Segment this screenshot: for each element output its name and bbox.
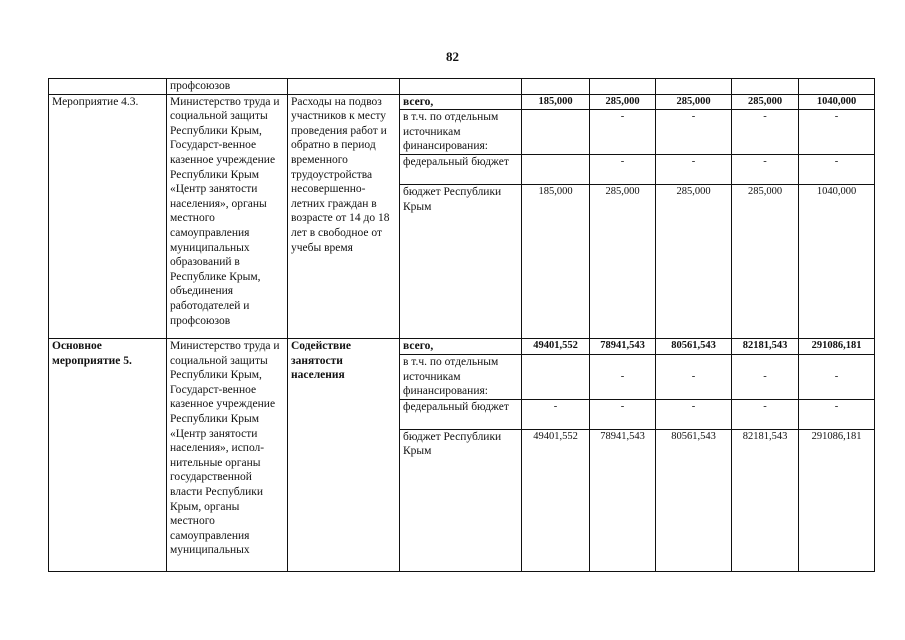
value-cell: 291086,181 <box>799 338 875 354</box>
source-label: всего, <box>400 338 522 354</box>
value-cell <box>522 79 590 95</box>
value-cell <box>732 79 799 95</box>
measure-cell <box>49 79 167 95</box>
value-cell: - <box>732 399 799 429</box>
description-cell: Содействие занятости населения <box>288 338 400 571</box>
description-cell <box>288 79 400 95</box>
value-cell: 285,000 <box>590 94 656 110</box>
source-label: бюджет Республики Крым <box>400 184 522 338</box>
source-label: всего, <box>400 94 522 110</box>
executor-cell: Министерство труда и социальной защиты Республики Крым, Государст-венное казенное учреждение Республики Крым «Центр занятости населения», органы местного самоуправления муниципальных образований в Республике Крым, объединения работодателей и профсоюзов <box>167 94 288 338</box>
description-cell: Расходы на подвоз участников к месту проведения работ и обратно в период временного трудоустройства несовершенно-летних граждан в возрасте от 14 до 18 лет в свободное от учебы время <box>288 94 400 338</box>
value-cell: 285,000 <box>656 94 732 110</box>
value-cell: 185,000 <box>522 184 590 338</box>
value-cell: 49401,552 <box>522 429 590 571</box>
value-cell: 49401,552 <box>522 338 590 354</box>
value-cell: 82181,543 <box>732 338 799 354</box>
value-cell: 285,000 <box>732 184 799 338</box>
value-cell: 285,000 <box>590 184 656 338</box>
value-cell: - <box>799 354 875 399</box>
value-cell: - <box>799 154 875 184</box>
value-cell: - <box>732 154 799 184</box>
source-label: бюджет Республики Крым <box>400 429 522 571</box>
source-cell <box>400 79 522 95</box>
value-cell: 82181,543 <box>732 429 799 571</box>
source-label: в т.ч. по отдельным источникам финансирования: <box>400 110 522 155</box>
value-cell: - <box>590 354 656 399</box>
table-row <box>49 94 875 110</box>
value-cell <box>522 154 590 184</box>
source-label: федеральный бюджет <box>400 399 522 429</box>
measure-cell: Основное мероприятие 5. <box>49 338 167 571</box>
value-cell <box>522 110 590 155</box>
page-number: 82 <box>446 49 459 64</box>
value-cell <box>522 354 590 399</box>
value-cell: 78941,543 <box>590 338 656 354</box>
value-cell: - <box>799 399 875 429</box>
value-cell: 285,000 <box>732 94 799 110</box>
value-cell: 78941,543 <box>590 429 656 571</box>
value-cell: - <box>522 399 590 429</box>
value-cell: - <box>590 154 656 184</box>
value-cell: - <box>590 399 656 429</box>
value-cell: - <box>732 110 799 155</box>
executor-cell: профсоюзов <box>167 79 288 95</box>
source-label: федеральный бюджет <box>400 154 522 184</box>
value-cell: 1040,000 <box>799 184 875 338</box>
value-cell: - <box>732 354 799 399</box>
value-cell <box>656 79 732 95</box>
value-cell: - <box>656 354 732 399</box>
executor-cell: Министерство труда и социальной защиты Республики Крым, Государст-венное казенное учреждение Республики Крым «Центр занятости населения», испол-нительные органы государственной власти Республики Крым, органы местного самоуправления муниципальных <box>167 338 288 571</box>
source-label: в т.ч. по отдельным источникам финансирования: <box>400 354 522 399</box>
carry-over-row <box>49 79 875 95</box>
value-cell: 80561,543 <box>656 338 732 354</box>
value-cell: - <box>656 154 732 184</box>
value-cell <box>590 79 656 95</box>
value-cell: 285,000 <box>656 184 732 338</box>
value-cell: - <box>590 110 656 155</box>
value-cell: - <box>656 110 732 155</box>
value-cell: 80561,543 <box>656 429 732 571</box>
table-row <box>49 338 875 354</box>
value-cell: - <box>799 110 875 155</box>
value-cell: 291086,181 <box>799 429 875 571</box>
value-cell: 185,000 <box>522 94 590 110</box>
value-cell <box>799 79 875 95</box>
measure-cell: Мероприятие 4.3. <box>49 94 167 338</box>
value-cell: 1040,000 <box>799 94 875 110</box>
budget-table <box>48 78 875 572</box>
value-cell: - <box>656 399 732 429</box>
